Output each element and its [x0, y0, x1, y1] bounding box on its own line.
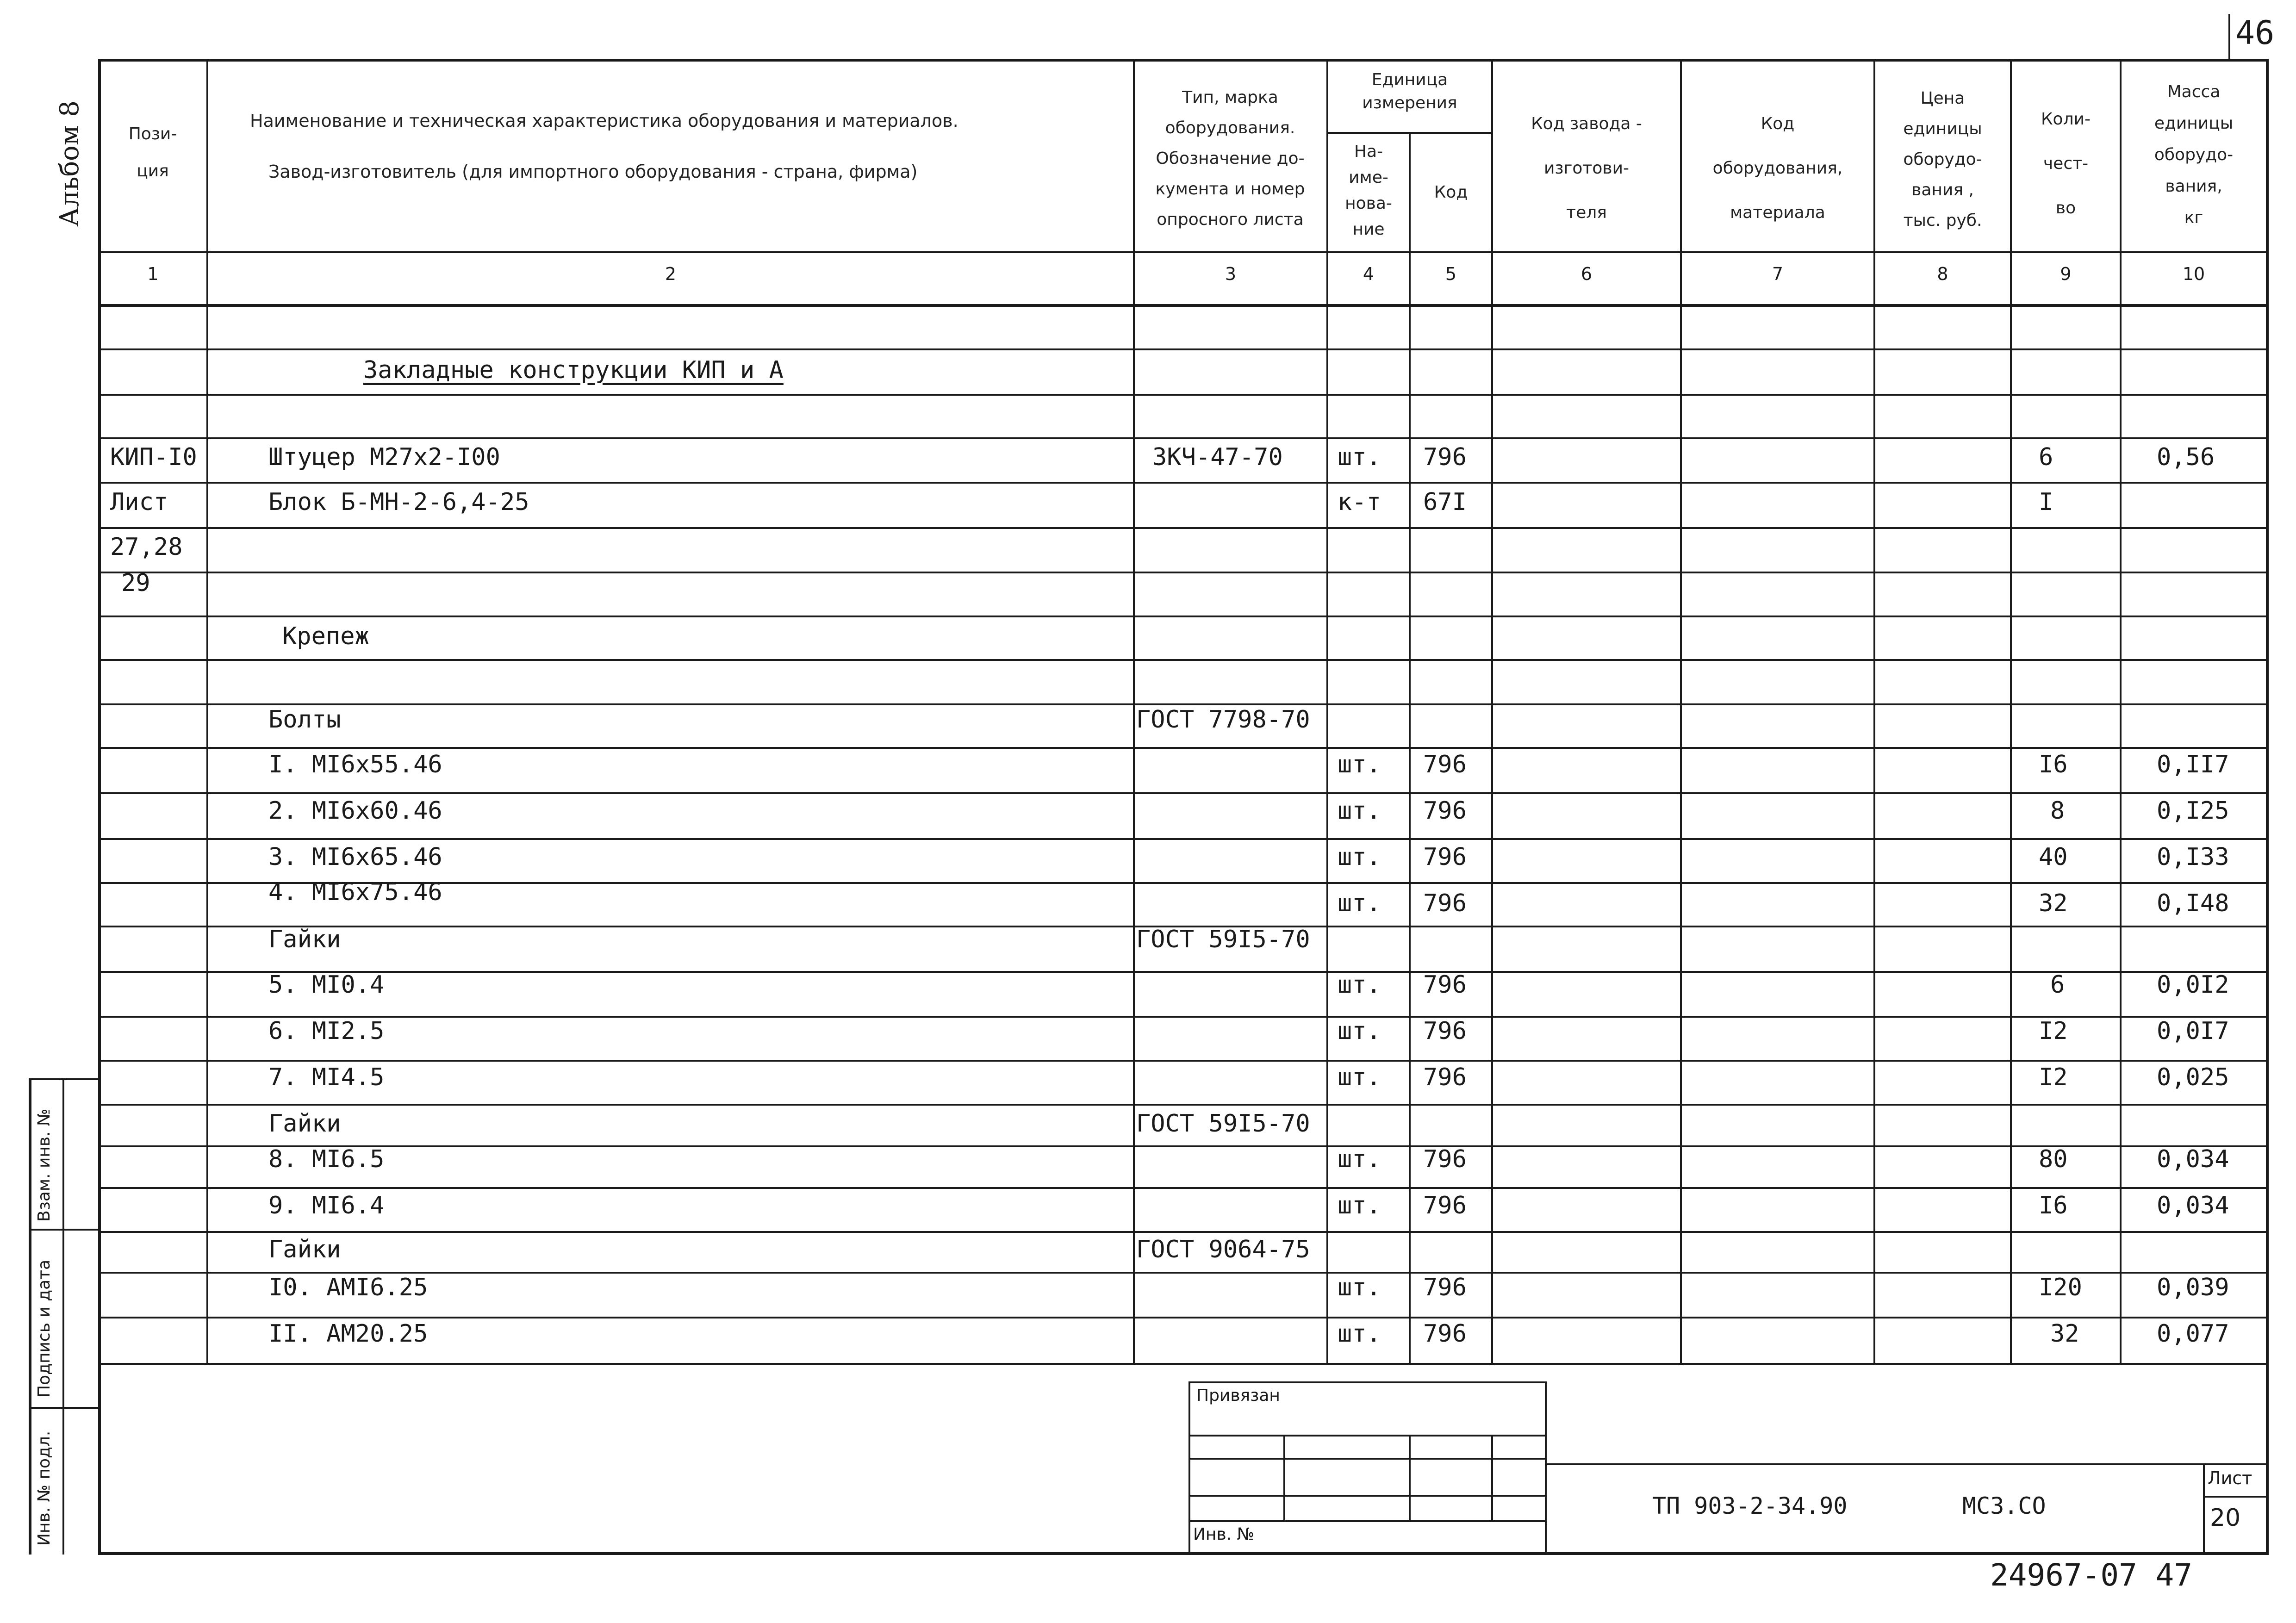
- footer-archive-number: 24967-07 47: [1990, 1557, 2193, 1593]
- row-unit: шт.: [1338, 1145, 1381, 1173]
- row-qty: 32: [2039, 889, 2068, 917]
- row-mass: 0,039: [2157, 1274, 2229, 1301]
- unit-header-divider: [1326, 132, 1493, 134]
- row-line: [98, 394, 2269, 396]
- tb-mark: МСЗ.СО: [1962, 1492, 2046, 1519]
- row-name: Гайки: [268, 926, 341, 953]
- frame-right-line: [2266, 59, 2269, 1555]
- row-qty: I: [2039, 488, 2053, 516]
- row-line: [98, 1187, 2269, 1189]
- header-price: Цена единицы оборудо- вания , тыс. руб.: [1903, 89, 1982, 230]
- header-unit-code: Код: [1434, 183, 1468, 202]
- row-type: ГОСТ 7798-70: [1136, 706, 1310, 734]
- side-stamp-left-line: [29, 1078, 31, 1555]
- row-code: 796: [1423, 1063, 1467, 1091]
- page-number: 46: [2235, 14, 2275, 52]
- side-stamp-inv-vzam: Взам. инв. №: [35, 1108, 54, 1222]
- row-qty: 32: [2050, 1320, 2079, 1348]
- tb-main-top-line: [1546, 1463, 2268, 1465]
- row-line: [98, 348, 2269, 350]
- header-type: Тип, марка оборудования. Обозначение до- кумента и номер опросного листа: [1155, 88, 1305, 229]
- row-unit: шт.: [1338, 443, 1381, 471]
- row-unit: шт.: [1338, 1274, 1381, 1301]
- row-unit: шт.: [1338, 1017, 1381, 1045]
- row-code: 796: [1423, 971, 1467, 999]
- frame-top-line: [100, 59, 2268, 62]
- row-code: 796: [1423, 751, 1467, 778]
- side-stamp-sign-date: Подпись и дата: [35, 1259, 54, 1398]
- tb-sheet-number: 20: [2210, 1504, 2241, 1532]
- row-code: 796: [1423, 1145, 1467, 1173]
- tb-privyazan: Привязан: [1196, 1386, 1280, 1405]
- row-qty: I20: [2039, 1274, 2082, 1301]
- row-position: 29: [121, 569, 150, 597]
- row-line: [98, 838, 2269, 840]
- colnum-9: 9: [2060, 264, 2072, 284]
- row-name: 8. МI6.5: [268, 1145, 385, 1173]
- row-line: [98, 1317, 2269, 1318]
- row-name: Гайки: [268, 1236, 341, 1263]
- col-line-3: [1326, 59, 1328, 1364]
- row-name: II. АМ20.25: [268, 1320, 428, 1348]
- row-type: ГОСТ 59I5-70: [1136, 926, 1310, 953]
- tb-sheet-label: Лист: [2208, 1468, 2252, 1488]
- row-code: 796: [1423, 889, 1467, 917]
- row-line: [98, 747, 2269, 749]
- row-unit: шт.: [1338, 1063, 1381, 1091]
- row-name: 4. МI6х75.46: [268, 878, 442, 906]
- row-mass: 0,0I2: [2157, 971, 2229, 999]
- col-line-2: [1133, 59, 1135, 1364]
- row-unit: шт.: [1338, 1192, 1381, 1219]
- row-position: Лист: [110, 488, 168, 516]
- colnum-8: 8: [1937, 264, 1948, 284]
- row-qty: I2: [2039, 1063, 2068, 1091]
- row-qty: 40: [2039, 843, 2068, 871]
- row-line: [98, 971, 2269, 973]
- colnum-6: 6: [1580, 264, 1593, 284]
- header-mass: Масса единицы оборудо- вания, кг: [2154, 82, 2234, 227]
- colnum-7: 7: [1772, 264, 1784, 284]
- row-name: 3. МI6х65.46: [268, 843, 442, 871]
- header-name-line2: Завод-изготовитель (для импортного оборудования - страна, фирма): [268, 162, 918, 182]
- row-name: 7. МI4.5: [268, 1063, 385, 1091]
- colnum-3: 3: [1225, 264, 1237, 284]
- row-qty: 6: [2050, 971, 2065, 999]
- col-line-6: [1680, 59, 1682, 1364]
- page-number-divider: [2228, 14, 2230, 60]
- row-qty: 8: [2050, 797, 2065, 825]
- side-stamp-inv-podl: Инв. № подл.: [35, 1430, 54, 1546]
- row-code: 67I: [1423, 488, 1467, 516]
- row-name: Штуцер М27х2-I00: [268, 443, 500, 471]
- tb-right-line: [1545, 1381, 1547, 1554]
- header-bottom-line: [98, 251, 2269, 253]
- row-name: 9. МI6.4: [268, 1192, 385, 1219]
- row-mass: 0,II7: [2157, 751, 2229, 778]
- row-name: Гайки: [268, 1110, 341, 1138]
- row-unit: шт.: [1338, 971, 1381, 999]
- row-line: [98, 1016, 2269, 1018]
- side-stamp-mid-line: [62, 1078, 64, 1555]
- header-quantity: Коли- чест- во: [2041, 110, 2091, 218]
- header-unit-name: На- име- нова- ние: [1345, 142, 1392, 239]
- row-name: I. МI6х55.46: [268, 751, 442, 778]
- header-unit: Единица измерения: [1362, 70, 1457, 112]
- row-line: [98, 703, 2269, 705]
- header-name-line1: Наименование и техническая характеристика оборудования и материалов.: [250, 111, 958, 131]
- tb-vline: [1409, 1435, 1411, 1520]
- row-code: 796: [1423, 1017, 1467, 1045]
- row-name: 5. МI0.4: [268, 971, 385, 999]
- row-code: 796: [1423, 1192, 1467, 1219]
- col-line-7: [1873, 59, 1875, 1364]
- tb-doc-code: ТП 903-2-34.90: [1652, 1492, 1848, 1519]
- tb-sheet-divider: [2203, 1463, 2205, 1554]
- tb-left-line: [1188, 1381, 1190, 1554]
- row-qty: I2: [2039, 1017, 2068, 1045]
- row-unit: шт.: [1338, 751, 1381, 778]
- row-unit: к-т: [1338, 488, 1381, 516]
- row-mass: 0,I25: [2157, 797, 2229, 825]
- row-line: [98, 659, 2269, 661]
- row-line: [98, 437, 2269, 439]
- row-qty: 80: [2039, 1145, 2068, 1173]
- row-line: [98, 527, 2269, 529]
- row-position: КИП-I0: [110, 443, 197, 471]
- row-name: 2. МI6х60.46: [268, 797, 442, 825]
- tb-vline: [1491, 1435, 1493, 1520]
- tb-sheet-line: [2203, 1496, 2268, 1498]
- row-line: [98, 792, 2269, 794]
- side-stamp-line: [29, 1407, 98, 1409]
- row-line: [98, 1104, 2269, 1106]
- colnum-bottom-line: [98, 304, 2269, 307]
- row-name: I0. АМI6.25: [268, 1274, 428, 1301]
- row-name: Блок Б-МН-2-6,4-25: [268, 488, 529, 516]
- row-unit: шт.: [1338, 889, 1381, 917]
- colnum-2: 2: [665, 264, 677, 284]
- row-unit: шт.: [1338, 1320, 1381, 1348]
- row-name: Болты: [268, 706, 341, 734]
- colnum-10: 10: [2182, 264, 2205, 284]
- table-bottom-line: [98, 1363, 2269, 1365]
- album-label: Альбом 8: [55, 100, 85, 227]
- row-code: 796: [1423, 797, 1467, 825]
- colnum-5: 5: [1445, 264, 1457, 284]
- tb-top-line: [1189, 1381, 1546, 1383]
- row-unit: шт.: [1338, 843, 1381, 871]
- row-mass: 0,56: [2157, 443, 2215, 471]
- col-line-8: [2010, 59, 2012, 1364]
- row-mass: 0,025: [2157, 1063, 2229, 1091]
- row-mass: 0,I48: [2157, 889, 2229, 917]
- header-plant-code: Код завода - изготови- теля: [1531, 114, 1642, 222]
- row-mass: 0,I33: [2157, 843, 2229, 871]
- row-line: [98, 616, 2269, 617]
- colnum-1: 1: [147, 264, 159, 284]
- colnum-4: 4: [1363, 264, 1375, 284]
- header-equipment-code: Код оборудования, материала: [1712, 114, 1843, 222]
- row-name: Крепеж: [282, 622, 369, 650]
- row-position: 27,28: [110, 533, 183, 561]
- row-type: ГОСТ 9064-75: [1136, 1236, 1310, 1263]
- row-unit: шт.: [1338, 797, 1381, 825]
- row-line: [98, 482, 2269, 484]
- side-stamp-line: [29, 1229, 98, 1231]
- row-qty: I6: [2039, 751, 2068, 778]
- row-code: 796: [1423, 443, 1467, 471]
- side-stamp-line: [29, 1078, 98, 1080]
- row-code: 796: [1423, 1320, 1467, 1348]
- tb-line: [1189, 1520, 1546, 1522]
- section-title: Закладные конструкции КИП и А: [363, 356, 784, 384]
- row-line: [98, 1060, 2269, 1062]
- row-name: 6. МI2.5: [268, 1017, 385, 1045]
- header-position: Пози- ция: [128, 124, 177, 180]
- tb-inv-no: Инв. №: [1193, 1525, 1255, 1544]
- col-line-5: [1491, 59, 1493, 1364]
- row-line: [98, 572, 2269, 573]
- row-mass: 0,034: [2157, 1145, 2229, 1173]
- col-line-1: [206, 59, 208, 1364]
- row-mass: 0,034: [2157, 1192, 2229, 1219]
- frame-bottom-line: [98, 1552, 2269, 1555]
- row-type: ГОСТ 59I5-70: [1136, 1110, 1310, 1138]
- row-qty: I6: [2039, 1192, 2068, 1219]
- row-code: 796: [1423, 843, 1467, 871]
- row-mass: 0,077: [2157, 1320, 2229, 1348]
- row-qty: 6: [2039, 443, 2053, 471]
- row-code: 796: [1423, 1274, 1467, 1301]
- col-line-9: [2120, 59, 2122, 1364]
- row-type: ЗКЧ-47-70: [1152, 443, 1283, 471]
- tb-vline: [1283, 1435, 1285, 1520]
- row-line: [98, 1145, 2269, 1147]
- row-mass: 0,0I7: [2157, 1017, 2229, 1045]
- row-line: [98, 1231, 2269, 1233]
